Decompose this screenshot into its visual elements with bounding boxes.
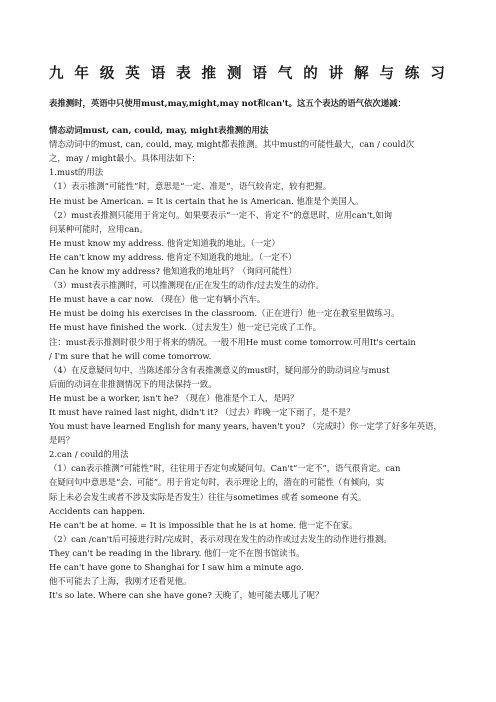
title-char: 推 [201,65,217,82]
text-line: It must have rained last night, didn't it? （过去）昨晚一定下雨了，是不是？ [49,406,355,417]
title-char: 级 [99,65,115,82]
text-line: It's so late. Where can she have gone? 天晚了，她可能去哪儿了呢？ [49,590,324,601]
title-char: 英 [125,65,140,82]
text-line: 之，may / might最小。具体用法如下： [49,153,201,164]
text-line: 他不可能去了上海，我刚才还看见他。 [49,576,192,587]
text-line: He must have a car now. （现在）他一定有辆小汽车。 [49,294,266,305]
spacer [49,110,449,123]
title-char: 的 [303,65,318,82]
text-line: They can't be reading in the library. 他们一定不在图书馆读书。 [49,547,305,558]
text-line: 是吗？ [49,435,75,446]
title-char: 与 [379,65,394,82]
text-line: He must be doing his exercises in the classroom.（正在进行）他一定在教室里做练习。 [49,308,400,319]
title-char: 气 [277,65,293,82]
text-line: 问某种可能时，应用can。 [49,223,148,234]
text-line: 际上未必会发生或者不涉及实际是否发生）往往与sometimes 或者 someone 有关。 [49,491,367,502]
text-line: （4）在反意疑问句中，当陈述部分含有表推测意义的must时，疑问部分的助动词应与must [49,364,390,375]
title-char: 表 [176,65,191,82]
text-line: （3）must表示推测时，可以推测现在/正在发生的动作/过去发生的动作。 [49,280,324,291]
title-char: 解 [354,65,369,82]
text-line: Can he know my address? 他知道我的地址吗？（询问可能性） [49,266,297,277]
text-line: He must know my address. 他肯定知道我的地址。（一定） [49,237,280,248]
text-line: He must have finished the work.（过去发生）他一定已完成了工作。 [49,322,321,333]
text-line: 在疑问句中意思是“会、可能”。用于肯定句时，表示理论上的，潜在的可能性（有倾向，实 [49,477,385,488]
text-line: He must be a worker, isn't he? （现在）他准是个工人，是吗？ [49,392,299,403]
text-line: 1.must的用法 [49,167,104,178]
text-line: He can't know my address. 他肯定不知道我的地址。（一定不） [49,251,297,262]
body-lines [49,137,449,602]
text-line: （1）表示推测“可能性”时，意思是“一定、准是”，语气较肯定，较有把握。 [49,181,332,192]
title-char: 练 [404,65,420,82]
intro-paragraph: 表推测时，英语中只使用must,may,might,may not和can't。这五个表达的语气依次递减： [49,98,406,108]
title-char: 语 [150,65,166,82]
text-line: You must have learned English for many years, haven't you? （完成时）你一定学了好多年英语， [49,421,442,432]
text-line: He can't be at home. = It is impossible that he is at home. 他一定不在家。 [49,519,358,530]
text-line: 情态动词中的must, can, could, may, might都表推测。其中must的可能性最大，can / could次 [49,139,415,150]
text-line: / I'm sure that he will come tomorrow. [49,350,212,361]
text-line: （1）can表示推测“可能性”时，往往用于否定句或疑问句。Can't“一定不”，语气很肯定。can [49,463,401,474]
title-char: 九 [49,65,64,82]
text-line: Accidents can happen. [49,505,146,516]
document-body [49,96,449,602]
title-char: 测 [226,65,242,82]
text-line: 注：must表示推测时很少用于将来的情况。一般不用He must come tomorrow.可用It's certain [49,336,416,347]
section-heading: 情态动词must, can, could, may, might表推测的用法 [49,125,269,136]
text-line: （2）can /can't后可接进行时/完成时，表示对现在发生的动作或过去发生的动作进行推测。 [49,533,392,544]
title-char: 讲 [328,65,344,82]
text-line: 后面的动词在非推测情况下的用法保持一致。 [49,378,217,389]
title-char: 年 [74,65,89,82]
text-line: He can't have gone to Shanghai for I saw him a minute ago. [49,562,304,572]
text-line: 2.can / could的用法 [49,449,129,460]
title-char: 语 [252,65,267,82]
document-title [49,62,445,83]
text-line: （2）must表推测只能用于肯定句。如果要表示“一定不、肯定不”的意思时，应用can't,如询 [49,209,393,220]
title-char: 习 [430,65,445,82]
text-line: He must be American. = It is certain that he is American. 他准是个美国人。 [49,195,364,206]
